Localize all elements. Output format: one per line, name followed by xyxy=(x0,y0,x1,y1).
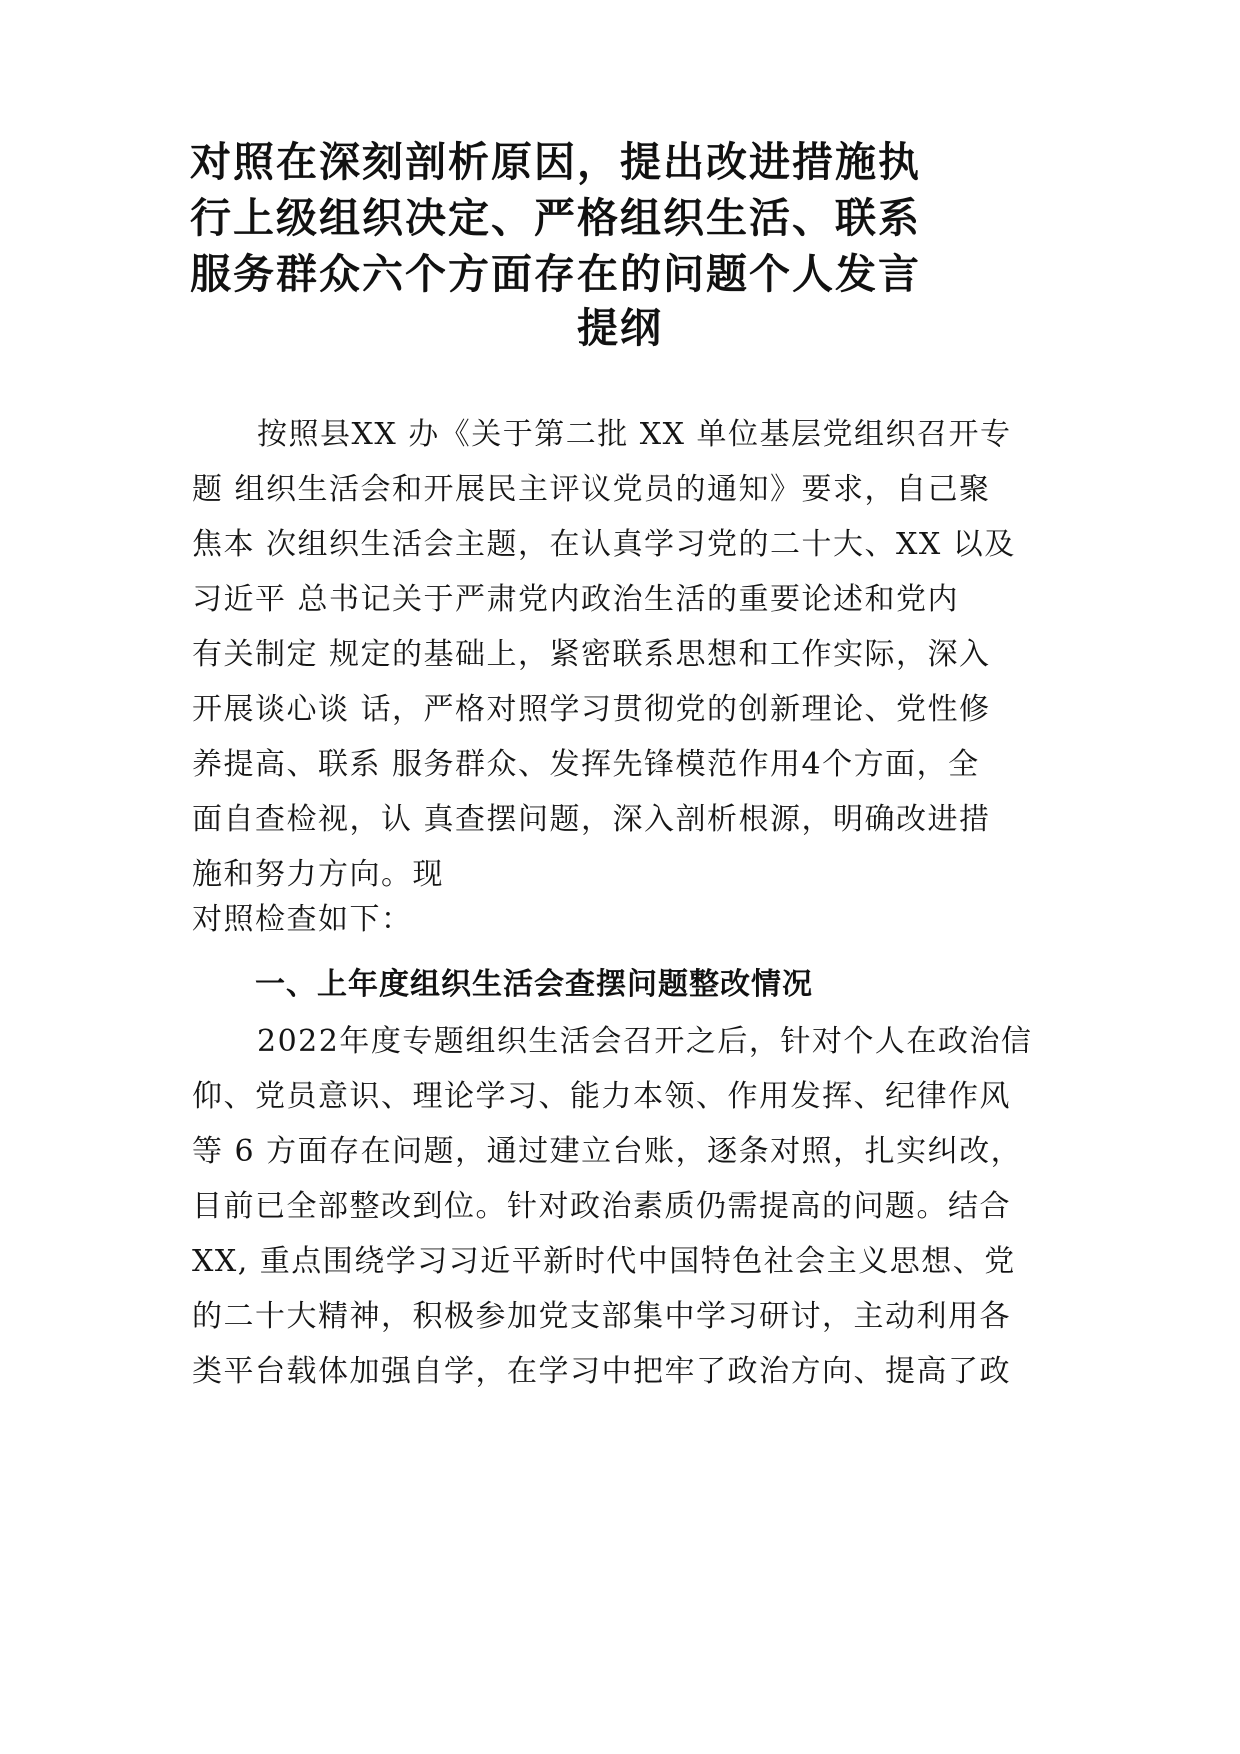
section-1-line-2: 仰、党员意识、理论学习、能力本领、作用发挥、纪律作风 xyxy=(192,1079,1011,1114)
intro-line-9: 施和努力方向。现 xyxy=(192,857,444,892)
section-1-line-7: 类平台载体加强自学，在学习中把牢了政治方向、提高了政 xyxy=(192,1354,1011,1389)
document-title-line-2: 行上级组织决定、严格组织生活、联系 xyxy=(190,194,921,242)
intro-line-8: 面自查检视，认 真查摆问题，深入剖析根源，明确改进措 xyxy=(192,802,991,837)
intro-line-5: 有关制定 规定的基础上，紧密联系思想和工作实际，深入 xyxy=(192,637,991,672)
document-title-line-4: 提纲 xyxy=(577,304,663,352)
section-1-line-4: 目前已全部整改到位。针对政治素质仍需提高的问题。结合 xyxy=(192,1189,1011,1224)
document-title-line-1: 对照在深刻剖析原因，提出改进措施执 xyxy=(190,138,921,186)
intro-line-2: 题 组织生活会和开展民主评议党员的通知》要求，自己聚 xyxy=(192,472,991,507)
section-1-line-3: 等 6 方面存在问题，通过建立台账，逐条对照，扎实纠改， xyxy=(192,1134,1023,1169)
section-1-line-6: 的二十大精神，积极参加党支部集中学习研讨，主动利用各 xyxy=(192,1299,1011,1334)
intro-line-7: 养提高、联系 服务群众、发挥先锋模范作用4个方面，全 xyxy=(192,747,980,782)
intro-line-6: 开展谈心谈 话，严格对照学习贯彻党的创新理论、党性修 xyxy=(192,692,991,727)
intro-line-4: 习近平 总书记关于严肃党内政治生活的重要论述和党内 xyxy=(192,582,960,617)
intro-line-3: 焦本 次组织生活会主题，在认真学习党的二十大、XX 以及 xyxy=(192,527,1016,562)
section-1-line-5: XX, 重点围绕学习习近平新时代中国特色社会主义思想、党 xyxy=(192,1244,1016,1279)
section-1-line-1: 2022年度专题组织生活会召开之后，针对个人在政治信 xyxy=(257,1024,1033,1059)
section-1-heading: 一、上年度组织生活会查摆问题整改情况 xyxy=(255,967,813,1002)
intro-line-10: 对照检查如下： xyxy=(192,902,413,937)
document-title-line-3: 服务群众六个方面存在的问题个人发言 xyxy=(190,250,921,298)
intro-line-1: 按照县XX 办《关于第二批 XX 单位基层党组织召开专 xyxy=(257,417,1012,452)
